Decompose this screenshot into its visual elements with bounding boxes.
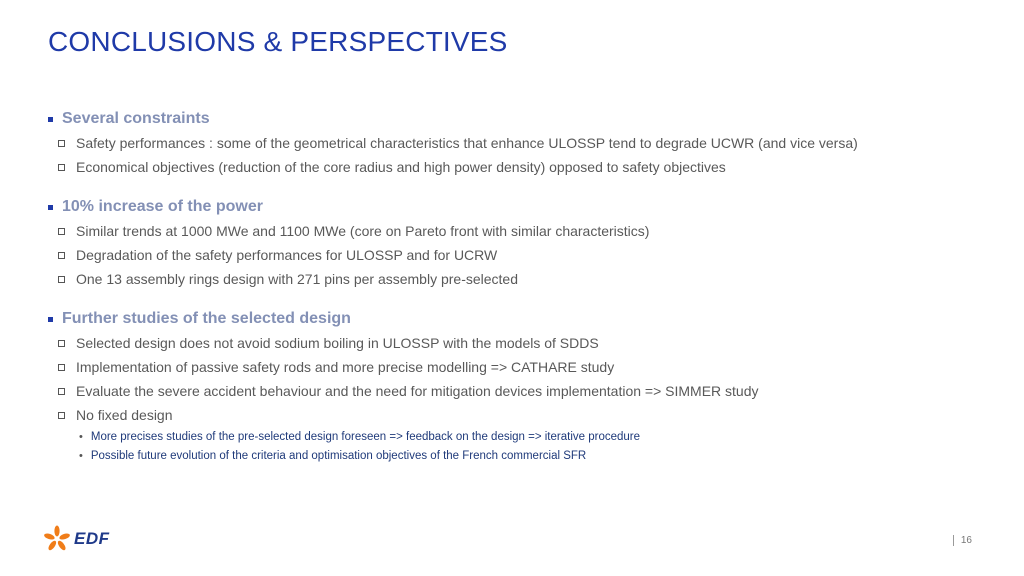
list-item-text: Safety performances : some of the geometrical characteristics that enhance ULOSSP tend to degrade UCWR (and vice versa) <box>76 135 858 151</box>
list-item <box>58 331 988 355</box>
separator <box>953 535 954 546</box>
box-bullet-icon <box>58 276 65 283</box>
sub-list-item-text: Possible future evolution of the criteria and optimisation objectives of the French commercial SFR <box>90 449 587 462</box>
section-heading-text: Further studies of the selected design <box>62 310 351 327</box>
dot-bullet-icon: • <box>79 430 83 443</box>
box-bullet-icon <box>58 388 65 395</box>
square-bullet-icon <box>48 317 53 322</box>
square-bullet-icon <box>48 205 53 210</box>
page-number <box>953 535 972 546</box>
box-bullet-icon <box>58 412 65 419</box>
box-bullet-icon <box>58 252 65 259</box>
list-item-text: Similar trends at 1000 MWe and 1100 MWe (core on Pareto front with similar characteristics) <box>76 223 650 239</box>
section-further-studies <box>48 307 988 465</box>
list-item-text: One 13 assembly rings design with 271 pins per assembly pre-selected <box>76 271 519 287</box>
box-bullet-icon <box>58 364 65 371</box>
list-item <box>58 243 988 267</box>
list-item <box>58 219 988 243</box>
list-item <box>58 267 988 291</box>
edf-logo <box>42 524 110 554</box>
list-item-text: Degradation of the safety performances for ULOSSP and for UCRW <box>76 247 498 263</box>
list-item-text: Implementation of passive safety rods and more precise modelling => CATHARE study <box>76 359 615 375</box>
edf-logo-icon <box>42 524 72 554</box>
section-heading <box>48 107 988 131</box>
box-bullet-icon <box>58 228 65 235</box>
sub-list-item <box>79 446 988 465</box>
section-power-increase <box>48 195 988 291</box>
section-heading-text: Several constraints <box>62 110 210 127</box>
list-item <box>58 131 988 155</box>
list-item <box>58 155 988 179</box>
box-bullet-icon <box>58 164 65 171</box>
section-heading <box>48 307 988 331</box>
square-bullet-icon <box>48 117 53 122</box>
list-item-text: No fixed design <box>76 407 173 423</box>
box-bullet-icon <box>58 140 65 147</box>
list-item-text: Economical objectives (reduction of the core radius and high power density) opposed to safety objectives <box>76 159 726 175</box>
list-item <box>58 355 988 379</box>
section-heading <box>48 195 988 219</box>
list-item <box>58 403 988 427</box>
slide-title: CONCLUSIONS & PERSPECTIVES <box>48 26 508 57</box>
logo-text: EDF <box>74 529 110 548</box>
dot-bullet-icon: • <box>79 449 83 462</box>
list-item <box>58 379 988 403</box>
section-heading-text: 10% increase of the power <box>62 198 263 215</box>
section-constraints <box>48 107 988 179</box>
box-bullet-icon <box>58 340 65 347</box>
page-number-text: 16 <box>960 535 972 546</box>
sub-list-item-text: More precises studies of the pre-selected design foreseen => feedback on the design => iterative procedure <box>90 430 641 443</box>
sub-list-item <box>79 427 988 446</box>
slide-content <box>48 107 988 481</box>
list-item-text: Selected design does not avoid sodium boiling in ULOSSP with the models of SDDS <box>76 335 599 351</box>
list-item-text: Evaluate the severe accident behaviour and the need for mitigation devices implementation => SIMMER study <box>76 383 759 399</box>
